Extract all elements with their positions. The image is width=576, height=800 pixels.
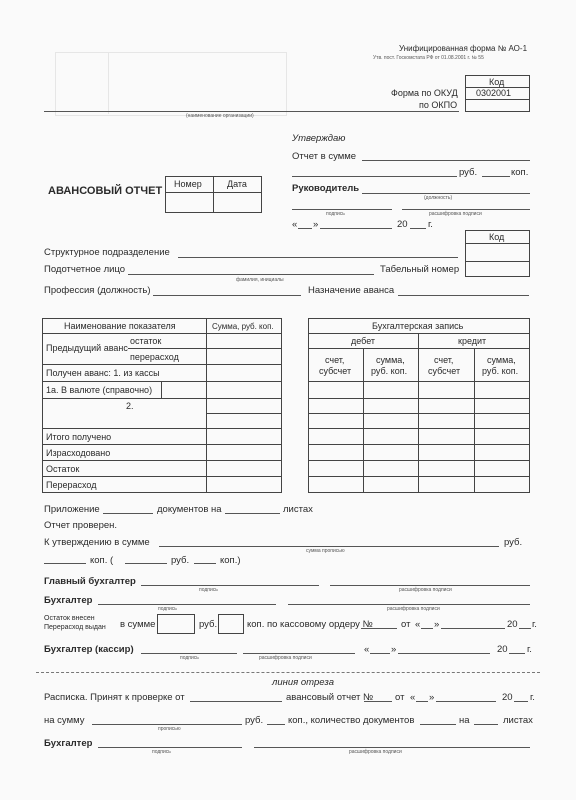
cashier-year-suffix: г. (527, 644, 532, 655)
right-table-row-line (308, 428, 530, 429)
for-sum-label: на сумму (44, 715, 85, 726)
cash-kop-box[interactable] (218, 614, 244, 634)
chief-decoding-caption: расшифровка подписи (399, 587, 452, 593)
sheets-count-line[interactable] (225, 513, 280, 514)
cashier-year-line[interactable] (509, 653, 525, 654)
organization-line[interactable] (44, 111, 459, 112)
cut-line-label: линия отреза (272, 677, 335, 688)
attachment-label: Приложение (44, 504, 100, 515)
debit-subaccount-label: субсчет (319, 366, 352, 376)
purpose-label: Назначение аванса (308, 285, 395, 296)
receipt-sheets-label: листах (503, 715, 533, 726)
spent-label: Израсходовано (46, 448, 111, 458)
overrun-label: Перерасход (46, 480, 97, 490)
kop-label: коп. (511, 167, 529, 178)
kop-line[interactable] (482, 176, 510, 177)
receipt-quote-close: » (429, 692, 435, 703)
head-signature-line[interactable] (292, 209, 392, 210)
right-table-header-line (308, 348, 530, 349)
advance-report-no-label: авансовый отчет № (286, 692, 374, 703)
left-table-row-line (42, 398, 282, 399)
received-label: Получен аванс: 1. из кассы (46, 368, 160, 378)
approve-sum-line-2[interactable] (292, 176, 457, 177)
col-sum-header: Сумма, руб. коп. (212, 322, 274, 331)
in-sum-label: в сумме (120, 619, 156, 630)
receipt-accountant-decoding-line[interactable] (254, 747, 530, 748)
cash-rub-label: руб. (199, 619, 218, 630)
number-date-divider (213, 176, 214, 213)
cashier-decoding-line[interactable] (243, 653, 355, 654)
cash-order-label: коп. по кассовому ордеру № (247, 619, 373, 630)
debit-rubkop-label: руб. коп. (371, 366, 408, 376)
unit-line[interactable] (178, 257, 458, 258)
overrun-paid-label: Перерасход выдан (44, 624, 106, 631)
left-table-row-line (42, 364, 282, 365)
receipt-quote-open: « (410, 692, 416, 703)
receipt-kop-line[interactable] (267, 724, 285, 725)
left-table-row-line (206, 413, 282, 414)
cash-quote-close: » (434, 619, 440, 630)
approve-rub-label: руб. (504, 537, 523, 548)
rub2-label: руб. (171, 555, 190, 566)
purpose-line[interactable] (398, 295, 529, 296)
right-table-row-line (308, 444, 530, 445)
approve-kop-digits-line[interactable] (194, 563, 216, 564)
date-month-line[interactable] (320, 228, 392, 229)
receipt-doc-count-line[interactable] (420, 724, 456, 725)
accountant-signature-caption: подпись (158, 606, 177, 612)
show-through-line (108, 52, 109, 114)
checked-label: Отчет проверен. (44, 520, 118, 531)
accountant-decoding-caption: расшифровка подписи (387, 606, 440, 612)
cash-rub-box[interactable] (157, 614, 195, 634)
remainder-label: Остаток (46, 464, 80, 474)
approve-rub-digits-line[interactable] (125, 563, 167, 564)
receipt-year-prefix: 20 (502, 692, 513, 703)
left-table-header-line (42, 333, 282, 334)
right-table-row-line (308, 476, 530, 477)
person-code-label: Код (489, 232, 505, 242)
tab-number-label: Табельный номер (380, 264, 460, 275)
receipt-sum-line[interactable] (92, 724, 242, 725)
cash-year-line[interactable] (519, 628, 531, 629)
cash-order-number-line[interactable] (361, 628, 397, 629)
receipt-from-label: от (395, 692, 405, 703)
overspend-label: перерасход (130, 352, 179, 362)
date-quote-open: « (292, 219, 298, 230)
debit-label: дебет (351, 336, 376, 346)
right-table-col-divider (474, 348, 475, 493)
right-table-header-line (308, 381, 530, 382)
left-table-row-line (128, 348, 282, 349)
credit-account-label: счет, (434, 355, 454, 365)
credit-label: кредит (458, 336, 487, 346)
show-through-table (55, 52, 287, 116)
approve-sum-label-footer: К утверждению в сумме (44, 537, 150, 548)
item-2-label: 2. (126, 401, 134, 411)
receipt-accountant-label: Бухгалтер (44, 738, 93, 749)
balance-label: остаток (130, 336, 162, 346)
receipt-on-label: на (459, 715, 470, 726)
approve-sum-words-line[interactable] (159, 546, 499, 547)
currency-label: 1а. В валюте (справочно) (46, 385, 153, 395)
sum-words-caption: сумма прописью (306, 548, 345, 554)
credit-subaccount-label: субсчет (428, 366, 461, 376)
date-label: Дата (227, 179, 247, 189)
col-name-header: Наименование показателя (64, 321, 176, 331)
sheets-label: листах (283, 504, 313, 515)
receipt-accountant-signature-line[interactable] (98, 747, 242, 748)
accountant-signature-line[interactable] (98, 604, 276, 605)
signature-caption: подпись (326, 211, 345, 217)
year-suffix: г. (428, 219, 433, 230)
accountant-decoding-line[interactable] (288, 604, 530, 605)
cashier-year-prefix: 20 (497, 644, 508, 655)
cashier-signature-line[interactable] (141, 653, 237, 654)
rub-label: руб. (459, 167, 478, 178)
report-title: АВАНСОВЫЙ ОТЧЕТ (48, 185, 163, 197)
credit-rubkop-label: руб. коп. (482, 366, 519, 376)
kop-count-label: коп., количество документов (288, 715, 415, 726)
accountable-label: Подотчетное лицо (44, 264, 126, 275)
left-table-row-line (42, 444, 282, 445)
cut-dashed-line (36, 672, 540, 673)
cashier-label: Бухгалтер (кассир) (44, 644, 134, 655)
chief-decoding-line[interactable] (330, 585, 530, 586)
in-words-caption: прописью (158, 726, 181, 732)
receipt-date-line[interactable] (190, 701, 282, 702)
accountable-line[interactable] (128, 274, 374, 275)
approve-sum-line[interactable] (362, 160, 530, 161)
cash-day-line[interactable] (421, 628, 433, 629)
right-table-col-divider (363, 348, 364, 493)
cashier-month-line[interactable] (398, 653, 490, 654)
left-table-col-divider (206, 318, 207, 493)
right-table-header-line (308, 333, 530, 334)
right-table-row-line (308, 460, 530, 461)
cash-from-label: от (401, 619, 411, 630)
cashier-decoding-caption: расшифровка подписи (259, 655, 312, 661)
receipt-day-line[interactable] (416, 701, 428, 702)
receipt-label: Расписка. Принят к проверке от (44, 692, 185, 703)
number-date-header-line (165, 192, 262, 193)
accountant-label: Бухгалтер (44, 595, 93, 606)
person-code-divider (465, 243, 530, 244)
receipt-report-number-line[interactable] (364, 701, 392, 702)
cash-quote-open: « (415, 619, 421, 630)
right-table-row-line (308, 413, 530, 414)
currency-cell-divider (161, 381, 162, 398)
cash-year-suffix: г. (532, 619, 537, 630)
date-day-line[interactable] (298, 228, 312, 229)
unit-label: Структурное подразделение (44, 247, 170, 258)
approve-rub-line[interactable] (44, 563, 86, 564)
organization-caption: (наименование организации) (186, 113, 254, 119)
head-position-line[interactable] (362, 193, 530, 194)
kop-open-label: коп. ( (90, 555, 114, 566)
head-decoding-line[interactable] (402, 209, 530, 210)
receipt-signature-caption: подпись (152, 749, 171, 755)
decoding-caption: расшифровка подписи (429, 211, 482, 217)
cashier-quote-open: « (364, 644, 370, 655)
name-caption: фамилия, инициалы (236, 277, 284, 283)
receipt-sheets-line[interactable] (474, 724, 498, 725)
profession-line[interactable] (153, 295, 301, 296)
okpo-label: по ОКПО (419, 100, 458, 110)
total-received-label: Итого получено (46, 432, 112, 442)
code-box-divider (465, 99, 530, 100)
left-table-row-line (42, 428, 282, 429)
left-table-row-line (42, 476, 282, 477)
remainder-paid-label: Остаток внесен (44, 615, 95, 622)
cash-year-prefix: 20 (507, 619, 518, 630)
cashier-signature-caption: подпись (180, 655, 199, 661)
receipt-year-suffix: г. (530, 692, 535, 703)
credit-sum-label: сумма, (487, 355, 516, 365)
chief-signature-caption: подпись (199, 587, 218, 593)
position-caption: (должность) (424, 195, 453, 201)
prev-advance-label: Предыдущий аванс (46, 343, 128, 353)
okud-label: Форма по ОКУД (391, 88, 458, 98)
date-quote-close: » (313, 219, 319, 230)
left-table-row-line (42, 460, 282, 461)
receipt-rub-label: руб. (245, 715, 264, 726)
attachment-count-line[interactable] (103, 513, 153, 514)
left-table-row-line (42, 381, 282, 382)
date-year-line[interactable] (410, 228, 426, 229)
receipt-month-line[interactable] (436, 701, 496, 702)
approval-note: Утв. пост. Госкомстата РФ от 01.08.2001 г. № 55 (373, 55, 484, 61)
documents-on-label: документов на (157, 504, 222, 515)
receipt-decoding-caption: расшифровка подписи (349, 749, 402, 755)
person-code-divider (465, 261, 530, 262)
chief-accountant-label: Главный бухгалтер (44, 576, 136, 587)
kop-close-label: коп.) (220, 555, 241, 566)
number-label: Номер (174, 179, 202, 189)
receipt-year-line[interactable] (514, 701, 528, 702)
profession-label: Профессия (должность) (44, 285, 151, 296)
okud-code-value: 0302001 (476, 88, 512, 98)
chief-signature-line[interactable] (141, 585, 319, 586)
debit-sum-label: сумма, (376, 355, 405, 365)
code-label: Код (489, 77, 505, 87)
approve-sum-label: Отчет в сумме (292, 151, 357, 162)
right-table-row-line (308, 398, 530, 399)
cashier-quote-close: » (391, 644, 397, 655)
accounting-entry-table (308, 318, 530, 493)
year-prefix: 20 (397, 219, 408, 230)
approve-title: Утверждаю (292, 133, 346, 144)
cash-month-line[interactable] (441, 628, 505, 629)
cashier-day-line[interactable] (370, 653, 390, 654)
form-title: Унифицированная форма № АО-1 (399, 44, 528, 53)
accounting-entry-title: Бухгалтерская запись (372, 321, 464, 331)
head-label: Руководитель (292, 183, 360, 194)
debit-account-label: счет, (325, 355, 345, 365)
